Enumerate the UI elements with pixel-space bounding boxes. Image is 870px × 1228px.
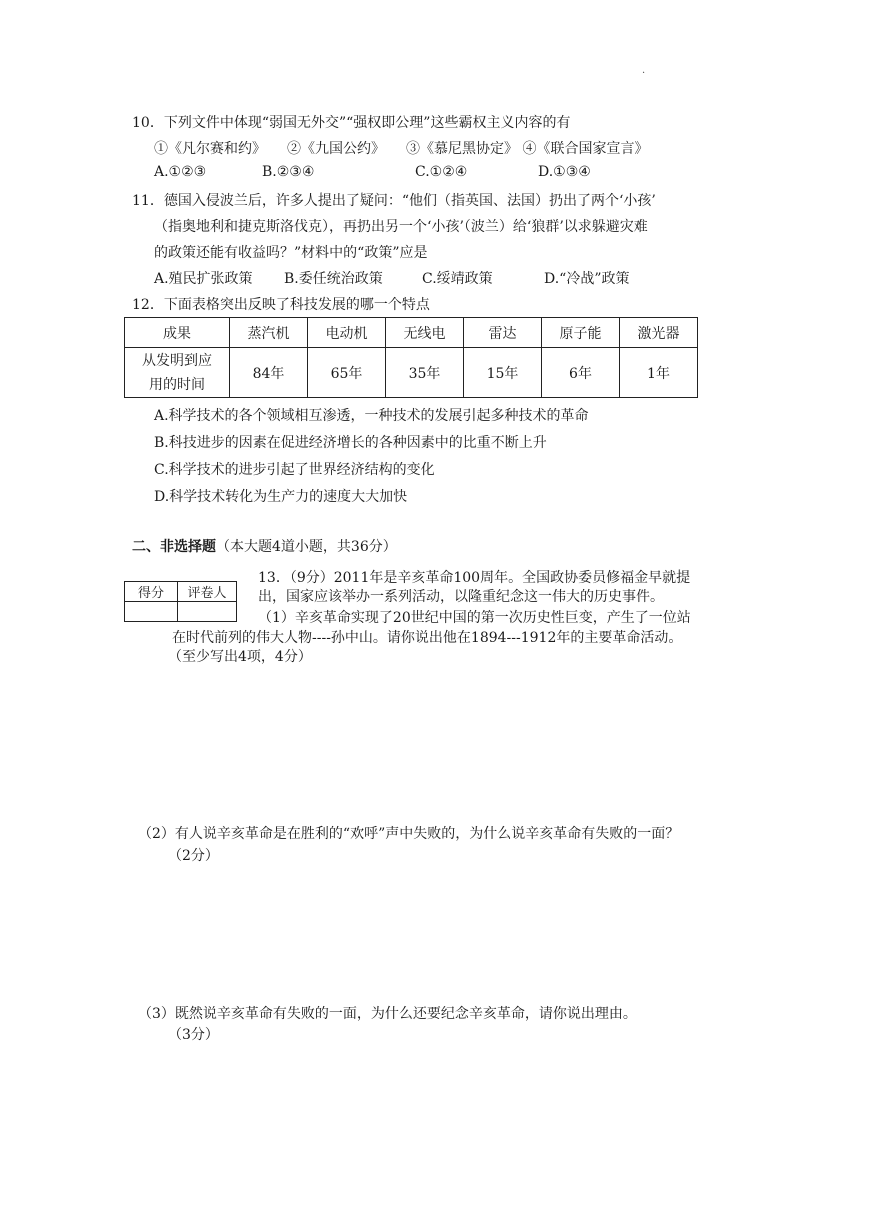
section-note: （本大题4道小题，共36分） bbox=[216, 539, 397, 555]
value-cell: 84年 bbox=[230, 348, 308, 398]
q11-line-3: 的政策还能有收益吗？”材料中的“政策”应是 bbox=[154, 245, 428, 261]
q10-option-c: C.①②④ bbox=[415, 164, 468, 180]
row-label-line: 用的时间 bbox=[149, 376, 205, 393]
q10-stem: 10．下列文件中体现“弱国无外交”“强权即公理”这些霸权主义内容的有 bbox=[132, 115, 571, 131]
value-cell: 1年 bbox=[620, 348, 698, 398]
value-cell: 15年 bbox=[464, 348, 542, 398]
value-cell: 6年 bbox=[542, 348, 620, 398]
header-cell: 无线电 bbox=[386, 318, 464, 348]
header-cell: 雷达 bbox=[464, 318, 542, 348]
header-cell: 成果 bbox=[125, 318, 230, 348]
q11-line-2: （指奥地利和捷克斯洛伐克），再扔出另一个‘小孩’（波兰）给‘狼群’以求躲避灾难 bbox=[154, 219, 648, 235]
q12-option-c: C.科学技术的进步引起了世界经济结构的变化 bbox=[154, 462, 435, 478]
q10-option-b: B.②③④ bbox=[262, 164, 315, 180]
q10-option-a: A.①②③ bbox=[154, 164, 207, 180]
science-table bbox=[124, 317, 698, 398]
q13-sub3-line-2: （3分） bbox=[168, 1027, 219, 1043]
section-title: 二、非选择题 bbox=[132, 539, 216, 555]
science-table-header-row bbox=[125, 318, 698, 348]
q13-sub1-line-1: （1）辛亥革命实现了20世纪中国的第一次历史性巨变，产生了一位站 bbox=[258, 610, 691, 626]
q10-option-d: D.①③④ bbox=[538, 164, 591, 180]
value-cell: 65年 bbox=[308, 348, 386, 398]
header-cell: 原子能 bbox=[542, 318, 620, 348]
header-cell: 激光器 bbox=[620, 318, 698, 348]
section-heading bbox=[132, 536, 397, 556]
q12-stem: 12．下面表格突出反映了科技发展的哪一个特点 bbox=[132, 297, 430, 313]
grader-label: 评卷人 bbox=[178, 582, 237, 602]
row-label-line: 从发明到应 bbox=[142, 352, 212, 369]
q13-sub2-line-1: （2）有人说辛亥革命是在胜利的“欢呼”声中失败的，为什么说辛亥革命有失败的一面？ bbox=[138, 826, 680, 842]
score-cell[interactable] bbox=[125, 602, 178, 622]
header-cell: 电动机 bbox=[308, 318, 386, 348]
header-cell: 蒸汽机 bbox=[230, 318, 308, 348]
q13-sub3-line-1: （3）既然说辛亥革命有失败的一面，为什么还要纪念辛亥革命，请你说出理由。 bbox=[138, 1006, 637, 1022]
science-table-row bbox=[125, 348, 698, 398]
corner-mark: · bbox=[642, 68, 646, 79]
grader-cell[interactable] bbox=[178, 602, 237, 622]
value-cell: 35年 bbox=[386, 348, 464, 398]
q12-option-b: B.科技进步的因素在促进经济增长的各种因素中的比重不断上升 bbox=[154, 435, 547, 451]
q11-line-1: 11．德国入侵波兰后，许多人提出了疑问：“他们（指英国、法国）扔出了两个‘小孩’ bbox=[132, 193, 656, 209]
q11-option-c: C.绥靖政策 bbox=[422, 271, 493, 287]
q13-line-2: 出，国家应该举办一系列活动，以隆重纪念这一伟大的历史事件。 bbox=[258, 589, 664, 605]
q13-sub1-line-2: 在时代前列的伟大人物----孙中山。请你说出他在1894---1912年的主要革命活动。 bbox=[172, 630, 683, 646]
score-label: 得分 bbox=[125, 582, 178, 602]
q10-items: ①《凡尔赛和约》 ②《九国公约》 ③《慕尼黑协定》 ④《联合国家宣言》 bbox=[154, 141, 649, 157]
score-box bbox=[124, 581, 237, 622]
q13-sub1-line-3: （至少写出4项，4分） bbox=[168, 649, 312, 665]
q11-option-a: A.殖民扩张政策 bbox=[154, 271, 253, 287]
q13-sub2-line-2: （2分） bbox=[168, 848, 219, 864]
q11-option-d: D.“冷战”政策 bbox=[544, 271, 630, 287]
row-label-cell bbox=[125, 348, 230, 398]
q13-line-1: 13．（9分）2011年是辛亥革命100周年。全国政协委员修福金早就提 bbox=[258, 570, 691, 586]
q12-option-d: D.科学技术转化为生产力的速度大大加快 bbox=[154, 489, 408, 505]
q11-option-b: B.委任统治政策 bbox=[284, 271, 383, 287]
q12-option-a: A.科学技术的各个领域相互渗透，一种技术的发展引起多种技术的革命 bbox=[154, 408, 589, 424]
